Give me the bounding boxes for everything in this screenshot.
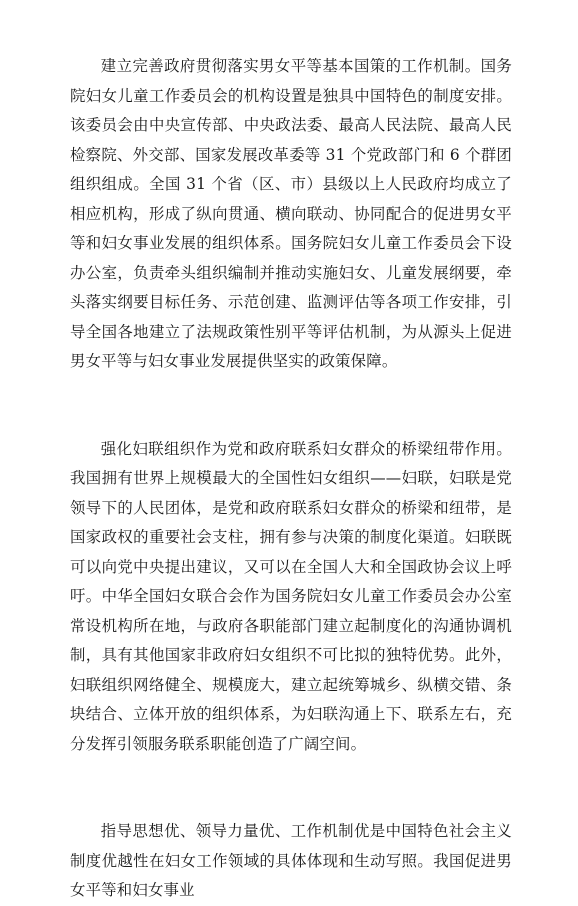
paragraph-womens-federation: 强化妇联组织作为党和政府联系妇女群众的桥梁纽带作用。我国拥有世界上规模最大的全国性妇女组织——妇联，妇联是党领导下的人民团体，是党和政府联系妇女群众的桥梁和纽带，是国家政权的重要社会支柱，拥有参与决策的制度化渠道。妇联既可以向党中央提出建议，又可以在全国人大和全国政协会议上呼吁。中华全国妇女联合会作为国务院妇女儿童工作委员会办公室常设机构所在地，与政府各职能部门建立起制度化的沟通协调机制，具有其他国家非政府妇女组织不可比拟的独特优势。此外，妇联组织网络健全、规模庞大，建立起统筹城乡、纵横交错、条块结合、立体开放的组织体系，为妇联沟通上下、联系左右，充分发挥引领服务联系职能创造了广阔空间。 xyxy=(70,439,512,753)
paragraph-work-mechanism: 建立完善政府贯彻落实男女平等基本国策的工作机制。国务院妇女儿童工作委员会的机构设置是独具中国特色的制度安排。该委员会由中央宣传部、中央政法委、最高人民法院、最高人民检察院、外交部、国家发展改革委等 31 个党政部门和 6 个群团组织组成。全国 31 个省（区、市）县级以上人民政府均成立了相应机构，形成了纵向贯通、横向联动、协同配合的促进男女平等和妇女事业发展的组织体系。国务院妇女儿童工作委员会下设办公室，负责牵头组织编制并推动实施妇女、儿童发展纲要，牵头落实纲要目标任务、示范创建、监测评估等各项工作安排，引导全国各地建立了法规政策性别平等评估机制，为从源头上促进男女平等与妇女事业发展提供坚实的政策保障。 xyxy=(70,57,512,370)
paragraph-system-advantages: 指导思想优、领导力量优、工作机制优是中国特色社会主义制度优越性在妇女工作领域的具体体现和生动写照。我国促进男女平等和妇女事业 xyxy=(70,822,512,899)
